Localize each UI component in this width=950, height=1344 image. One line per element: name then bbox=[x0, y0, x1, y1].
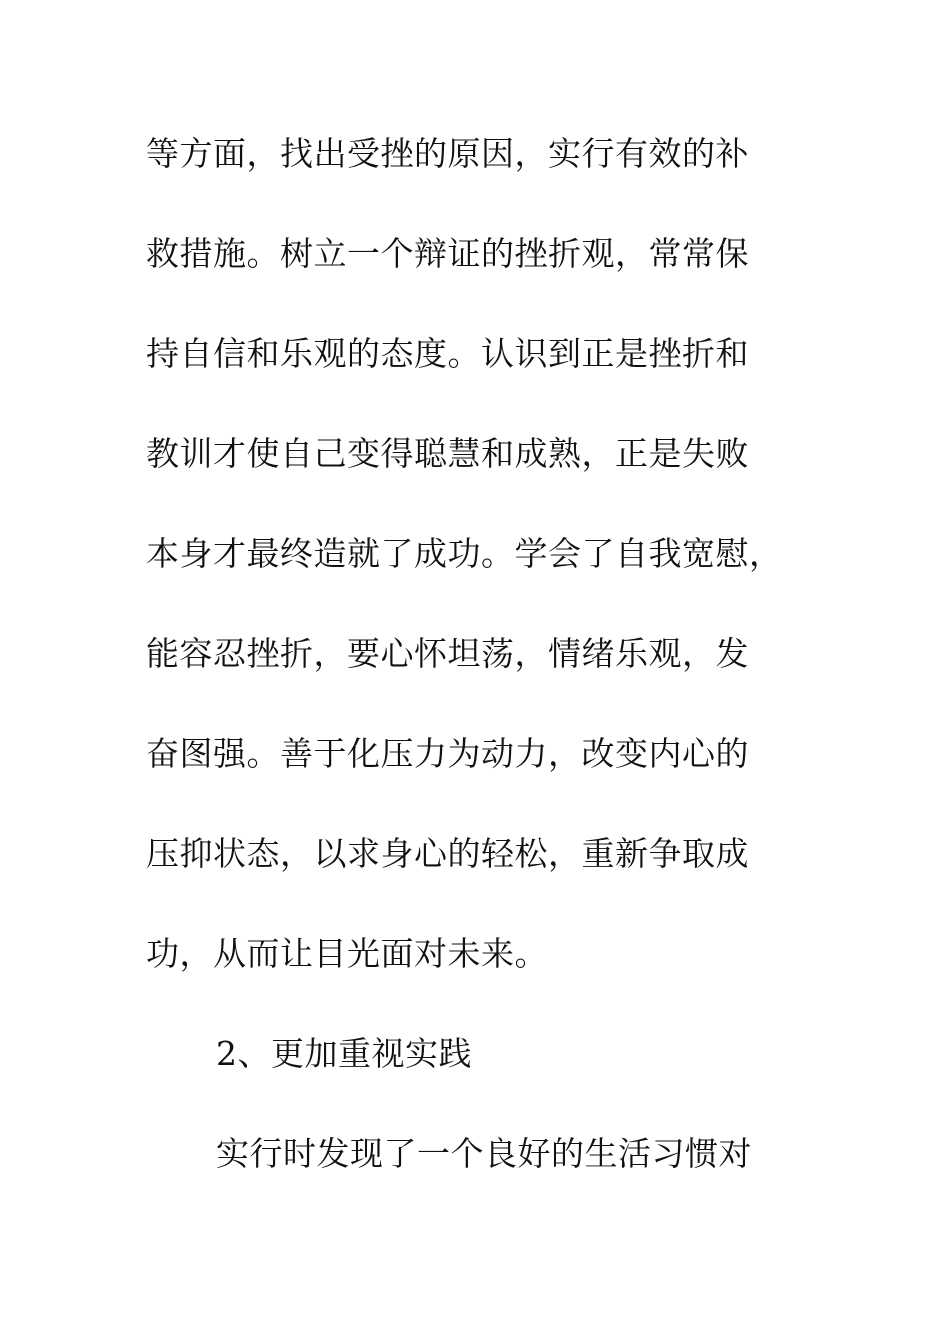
text-line-4: 教训才使自己变得聪慧和成熟，正是失败 bbox=[146, 434, 749, 473]
section-heading: 2、更加重视实践 bbox=[216, 1034, 472, 1073]
text-line-7: 奋图强。善于化压力为动力，改变内心的 bbox=[146, 734, 749, 773]
text-line-3: 持自信和乐观的态度。认识到正是挫折和 bbox=[146, 334, 749, 373]
text-line-2: 救措施。树立一个辩证的挫折观，常常保 bbox=[146, 234, 749, 273]
text-line-1: 等方面，找出受挫的原因，实行有效的补 bbox=[146, 134, 749, 173]
text-line-5: 本身才最终造就了成功。学会了自我宽慰， bbox=[146, 534, 783, 573]
text-line-6: 能容忍挫折，要心怀坦荡，情绪乐观，发 bbox=[146, 634, 749, 673]
text-line-9: 功，从而让目光面对未来。 bbox=[146, 934, 548, 973]
text-line-8: 压抑状态，以求身心的轻松，重新争取成 bbox=[146, 834, 749, 873]
paragraph-2-line-1: 实行时发现了一个良好的生活习惯对 bbox=[216, 1134, 752, 1173]
